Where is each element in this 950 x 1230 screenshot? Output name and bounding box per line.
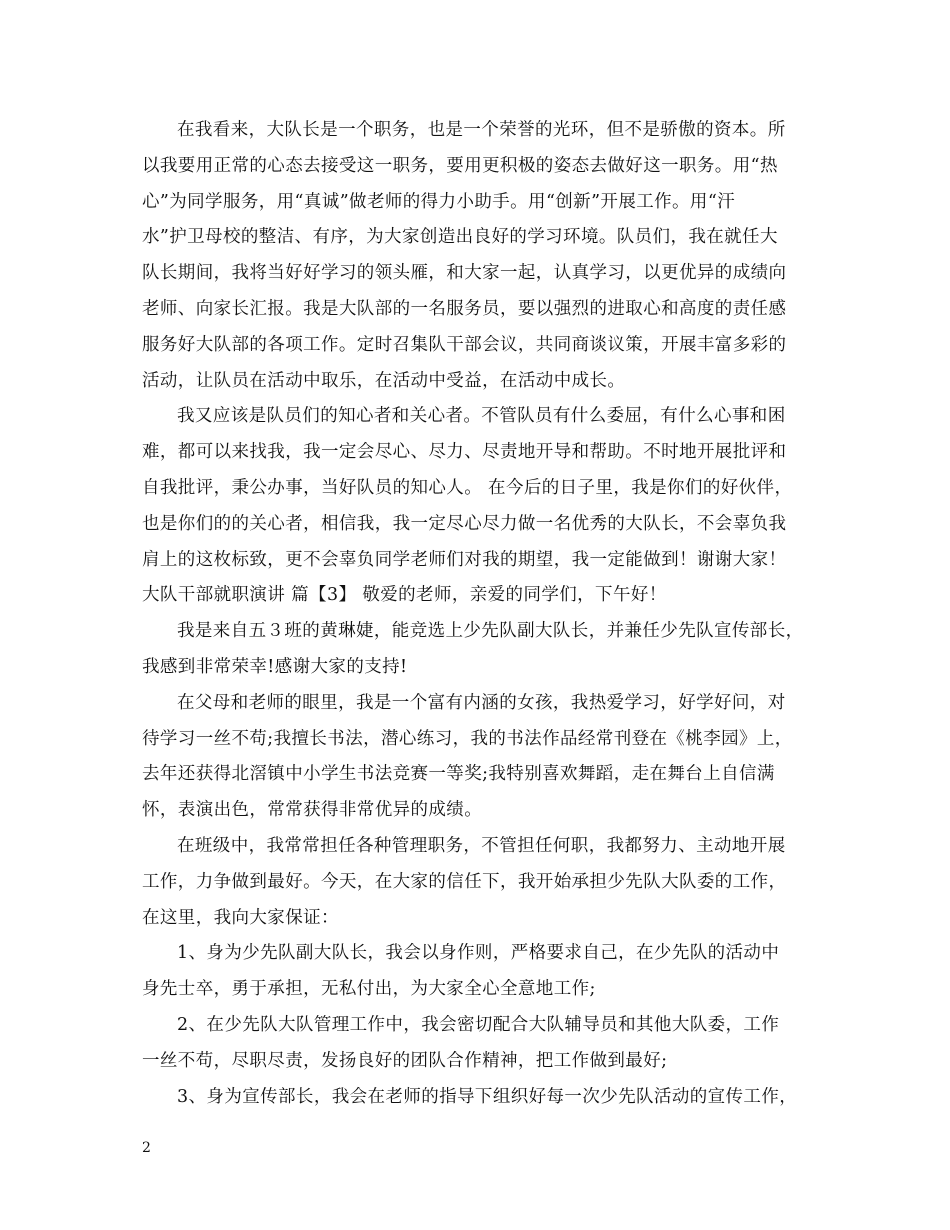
text-line: 我感到非常荣幸!感谢大家的支持!	[142, 656, 408, 677]
text-line: 在我看来，大队长是一个职务，也是一个荣誉的光环，但不是骄傲的资本。所	[177, 120, 786, 140]
text-line: 队长期间，我将当好好学习的领头雁，和大家一起，认真学习，以更优异的成绩向	[142, 263, 787, 284]
text-line: 在班级中，我常常担任各种管理职务，不管担任何职，我都努力、主动地开展	[177, 835, 786, 856]
text-line: 我是来自五３班的黄琳婕，能竞选上少先队副大队长，并兼任少先队宣传部长，	[177, 621, 804, 642]
text-line: 在父母和老师的眼里，我是一个富有内涵的女孩，我热爱学习，好学好问，对	[177, 692, 786, 713]
text-line: 以我要用正常的心态去接受这一职务，要用更积极的姿态去做好这一职务。用“热	[142, 155, 778, 176]
list-item-line: 2、在少先队大队管理工作中，我会密切配合大队辅导员和其他大队委，工作	[177, 1014, 780, 1035]
body-text	[142, 113, 822, 1115]
text-line: 肩上的这枚标致，更不会辜负同学老师们对我的期望，我一定能做到！谢谢大家！	[142, 549, 787, 570]
text-line: 水”护卫母校的整洁、有序，为大家创造出良好的学习环境。队员们，我在就任大	[142, 227, 778, 248]
text-line: 身先士卒，勇于承担，无私付出，为大家全心全意地工作;	[142, 979, 596, 1000]
text-line: 自我批评，秉公办事，当好队员的知心人。 在今后的日子里，我是你们的好伙伴，	[142, 477, 793, 498]
text-line: 难，都可以来找我，我一定会尽心、尽力、尽责地开导和帮助。不时地开展批评和	[142, 442, 787, 463]
text-line: 活动，让队员在活动中取乐，在活动中受益，在活动中成长。	[142, 370, 626, 391]
text-line: 服务好大队部的各项工作。定时召集队干部会议，共同商谈议策，开展丰富多彩的	[142, 334, 787, 355]
text-line: 工作，力争做到最好。今天，在大家的信任下，我开始承担少先队大队委的工作，	[142, 871, 787, 892]
text-line: 老师、向家长汇报。我是大队部的一名服务员，要以强烈的进取心和高度的责任感	[142, 298, 787, 319]
list-item-line: 3、身为宣传部长，我会在老师的指导下组织好每一次少先队活动的宣传工作，	[177, 1086, 798, 1107]
text-line: 在这里，我向大家保证：	[142, 907, 339, 928]
section-heading-line: 大队干部就职演讲 篇【3】 敬爱的老师，亲爱的同学们，下午好！	[142, 585, 667, 606]
text-line: 怀，表演出色，常常获得非常优异的成绩。	[142, 800, 483, 821]
text-line: 我又应该是队员们的知心者和关心者。不管队员有什么委屈，有什么心事和困	[177, 406, 786, 427]
text-line: 待学习一丝不苟;我擅长书法，潜心练习，我的书法作品经常刊登在《桃李园》上，	[142, 728, 793, 749]
page-number: 2	[142, 1140, 151, 1156]
list-item-line: 1、身为少先队副大队长，我会以身作则，严格要求自己，在少先队的活动中	[177, 943, 780, 964]
text-line: 也是你们的的关心者，相信我，我一定尽心尽力做一名优秀的大队长，不会辜负我	[142, 513, 787, 534]
text-line: 去年还获得北滘镇中小学生书法竞赛一等奖;我特别喜欢舞蹈，走在舞台上自信满	[142, 764, 775, 785]
text-line: 一丝不苟，尽职尽责，发扬良好的团队合作精神，把工作做到最好;	[142, 1050, 668, 1071]
text-line: 心”为同学服务，用“真诚”做老师的得力小助手。用“创新”开展工作。用“汗	[142, 191, 736, 212]
